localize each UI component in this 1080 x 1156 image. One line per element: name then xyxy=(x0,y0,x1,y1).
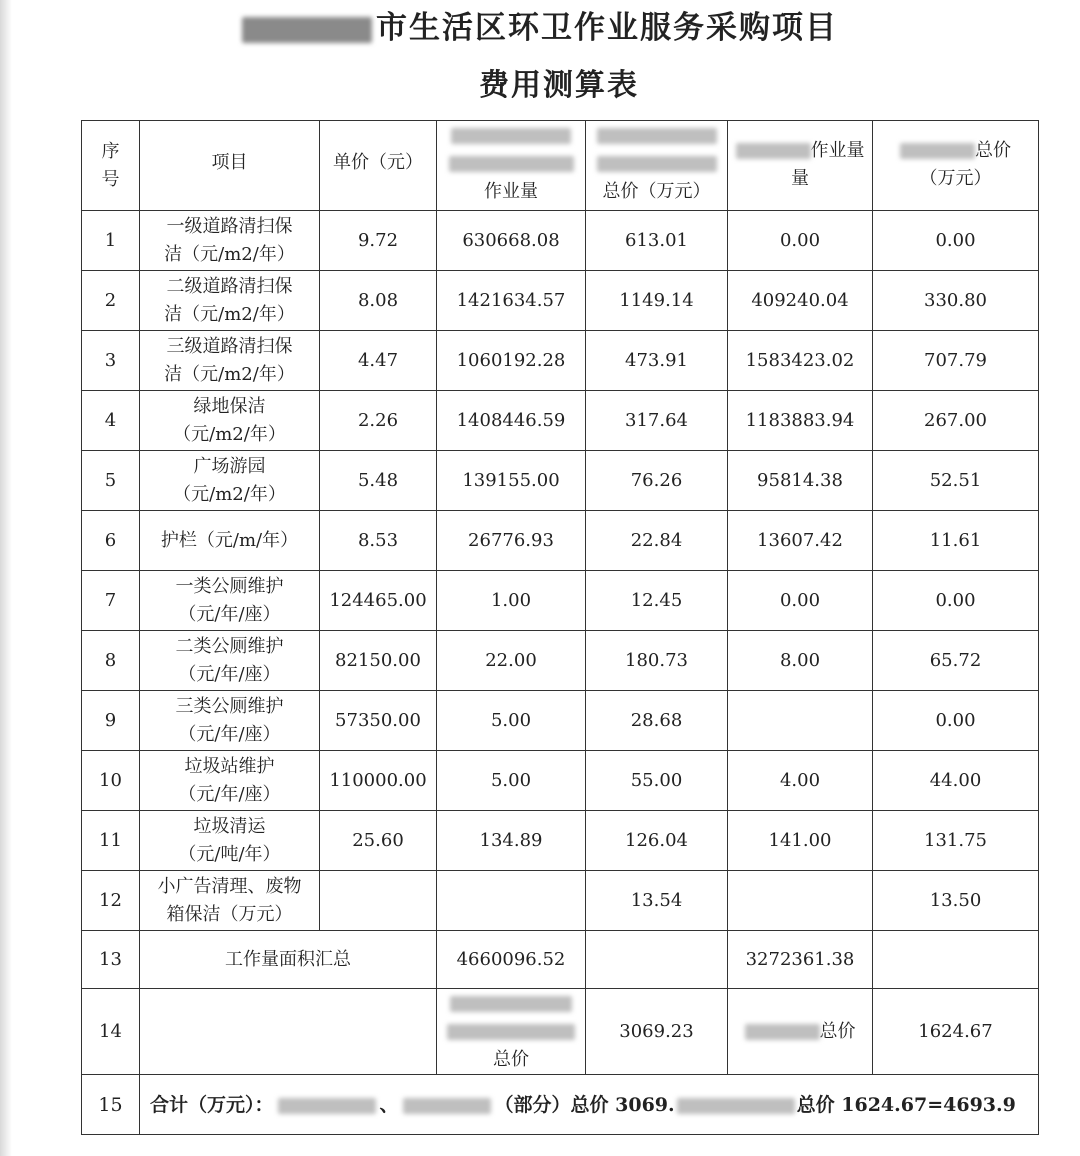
row-item-line2: （元/吨/年） xyxy=(178,843,281,865)
row-item-line1: 垃圾站维护 xyxy=(184,755,275,777)
row-qty-2 xyxy=(728,871,873,931)
table-row xyxy=(82,391,1039,451)
row-item xyxy=(140,271,320,331)
row-number: 8 xyxy=(82,631,140,691)
row-total-2: 330.80 xyxy=(873,271,1039,331)
row-total-2: 0.00 xyxy=(873,211,1039,271)
row-number: 10 xyxy=(82,751,140,811)
grand-total-row xyxy=(82,1075,1039,1135)
row-item xyxy=(140,691,320,751)
row-item-line1: 二类公厕维护 xyxy=(175,635,284,657)
row-total-1: 28.68 xyxy=(586,691,728,751)
row-unit-price: 57350.00 xyxy=(320,691,437,751)
row-unit-price: 124465.00 xyxy=(320,571,437,631)
row-item-line1: 绿地保洁 xyxy=(193,395,266,417)
row-item xyxy=(140,331,320,391)
row-number: 14 xyxy=(82,989,140,1075)
row-total-2: 65.72 xyxy=(873,631,1039,691)
table-row xyxy=(82,571,1039,631)
row-total-2: 131.75 xyxy=(873,811,1039,871)
row-total-2: 52.51 xyxy=(873,451,1039,511)
row-qty-1: 1421634.57 xyxy=(437,271,586,331)
row-qty-1: 5.00 xyxy=(437,691,586,751)
row-item-line2: 洁（元/m2/年） xyxy=(164,303,295,325)
summary-label: 工作量面积汇总 xyxy=(140,931,437,989)
table-row xyxy=(82,691,1039,751)
header-qty-2: 作业量 量 xyxy=(728,121,873,211)
row-qty-1 xyxy=(437,871,586,931)
row-qty-1: 139155.00 xyxy=(437,451,586,511)
row-number: 3 xyxy=(82,331,140,391)
document-subtitle: 费用测算表 xyxy=(479,68,639,103)
row-item xyxy=(140,211,320,271)
table-row xyxy=(82,751,1039,811)
row-total-2: 0.00 xyxy=(873,691,1039,751)
total-price-row xyxy=(82,989,1039,1075)
row-total-1: 55.00 xyxy=(586,751,728,811)
row-number: 1 xyxy=(82,211,140,271)
row-unit-price: 82150.00 xyxy=(320,631,437,691)
row-total-1: 126.04 xyxy=(586,811,728,871)
header-item: 项目 xyxy=(140,121,320,211)
table-row xyxy=(82,811,1039,871)
row-unit-price: 25.60 xyxy=(320,811,437,871)
cost-estimate-table xyxy=(81,120,1039,1135)
row-item-line1: 护栏（元/m/年） xyxy=(160,529,299,551)
table-row xyxy=(82,331,1039,391)
row-total-2: 267.00 xyxy=(873,391,1039,451)
row-item-line1: 广场游园 xyxy=(193,455,266,477)
total-label-1: 总价 xyxy=(437,989,586,1075)
row-number: 15 xyxy=(82,1075,140,1135)
row-item-line2: （元/m2/年） xyxy=(173,423,286,445)
row-qty-2: 0.00 xyxy=(728,211,873,271)
row-unit-price: 110000.00 xyxy=(320,751,437,811)
row-item-line1: 三级道路清扫保 xyxy=(166,335,293,357)
header-qty-1: 作业量 xyxy=(437,121,586,211)
summary-row xyxy=(82,931,1039,989)
row-item xyxy=(140,391,320,451)
row-unit-price: 4.47 xyxy=(320,331,437,391)
row-total-1: 22.84 xyxy=(586,511,728,571)
row-unit-price: 8.08 xyxy=(320,271,437,331)
row-qty-2: 1583423.02 xyxy=(728,331,873,391)
row-number: 4 xyxy=(82,391,140,451)
row-qty-2 xyxy=(728,691,873,751)
row-total-1: 613.01 xyxy=(586,211,728,271)
row-qty-2: 13607.42 xyxy=(728,511,873,571)
row-qty-1: 630668.08 xyxy=(437,211,586,271)
row-item-line1: 小广告清理、废物 xyxy=(157,875,302,897)
row-item-line2: 箱保洁（万元） xyxy=(166,903,293,925)
row-item xyxy=(140,871,320,931)
table-row xyxy=(82,631,1039,691)
row-total-1: 12.45 xyxy=(586,571,728,631)
row-unit-price xyxy=(320,871,437,931)
row-qty-1: 26776.93 xyxy=(437,511,586,571)
row-item xyxy=(140,451,320,511)
row-total-1: 317.64 xyxy=(586,391,728,451)
row-number: 5 xyxy=(82,451,140,511)
row-item-line2: 洁（元/m2/年） xyxy=(164,363,295,385)
table-row xyxy=(82,871,1039,931)
row-item xyxy=(140,631,320,691)
row-total-1: 76.26 xyxy=(586,451,728,511)
row-item-line2: （元/年/座） xyxy=(178,783,281,805)
row-item-line1: 三类公厕维护 xyxy=(175,695,284,717)
row-unit-price: 9.72 xyxy=(320,211,437,271)
row-number: 13 xyxy=(82,931,140,989)
row-item-line2: 洁（元/m2/年） xyxy=(164,243,295,265)
table-row xyxy=(82,451,1039,511)
row-item-line2: （元/m2/年） xyxy=(173,483,286,505)
summary-empty xyxy=(586,931,728,989)
row-item-line1: 一类公厕维护 xyxy=(175,575,284,597)
row-qty-1: 1060192.28 xyxy=(437,331,586,391)
summary-qty-1: 4660096.52 xyxy=(437,931,586,989)
row-total-2: 0.00 xyxy=(873,571,1039,631)
row-total-2: 707.79 xyxy=(873,331,1039,391)
row-number: 2 xyxy=(82,271,140,331)
row-item xyxy=(140,511,320,571)
row-item xyxy=(140,751,320,811)
row-item-line2: （元/年/座） xyxy=(178,663,281,685)
header-unit-price: 单价（元） xyxy=(320,121,437,211)
row-qty-2: 1183883.94 xyxy=(728,391,873,451)
summary-qty-2: 3272361.38 xyxy=(728,931,873,989)
row-qty-2: 409240.04 xyxy=(728,271,873,331)
row-item-line1: 垃圾清运 xyxy=(193,815,266,837)
row-qty-2: 4.00 xyxy=(728,751,873,811)
row-item-line2: （元/年/座） xyxy=(178,603,281,625)
document-title: 市生活区环卫作业服务采购项目 xyxy=(0,2,1080,47)
row-item xyxy=(140,571,320,631)
total-value-2: 1624.67 xyxy=(873,989,1039,1075)
header-total-1: 总价（万元） xyxy=(586,121,728,211)
row-item xyxy=(140,811,320,871)
row-qty-1: 5.00 xyxy=(437,751,586,811)
row-qty-2: 95814.38 xyxy=(728,451,873,511)
row-item-line2: （元/年/座） xyxy=(178,723,281,745)
row-total-1: 180.73 xyxy=(586,631,728,691)
row-item-line1: 一级道路清扫保 xyxy=(166,215,293,237)
row-total-2: 44.00 xyxy=(873,751,1039,811)
row-total-2: 13.50 xyxy=(873,871,1039,931)
header-seq: 序号 xyxy=(82,121,140,211)
total-empty xyxy=(140,989,437,1075)
row-qty-1: 134.89 xyxy=(437,811,586,871)
row-unit-price: 2.26 xyxy=(320,391,437,451)
header-total-2: 总价 （万元） xyxy=(873,121,1039,211)
total-value-1: 3069.23 xyxy=(586,989,728,1075)
summary-empty xyxy=(873,931,1039,989)
page-shadow xyxy=(0,0,12,1156)
row-qty-1: 22.00 xyxy=(437,631,586,691)
row-number: 6 xyxy=(82,511,140,571)
table-row xyxy=(82,271,1039,331)
row-total-1: 473.91 xyxy=(586,331,728,391)
table-row xyxy=(82,211,1039,271)
redacted-text xyxy=(242,17,372,43)
row-qty-1: 1.00 xyxy=(437,571,586,631)
grand-total-text: 合计（万元）： 、 （部分）总价 3069. 总价 1624.67=4693.9 xyxy=(140,1075,1039,1135)
row-qty-2: 8.00 xyxy=(728,631,873,691)
row-item-line1: 二级道路清扫保 xyxy=(166,275,293,297)
row-number: 11 xyxy=(82,811,140,871)
row-qty-1: 1408446.59 xyxy=(437,391,586,451)
header-row xyxy=(82,121,1039,211)
row-total-1: 13.54 xyxy=(586,871,728,931)
row-total-1: 1149.14 xyxy=(586,271,728,331)
row-number: 9 xyxy=(82,691,140,751)
row-qty-2: 141.00 xyxy=(728,811,873,871)
row-unit-price: 8.53 xyxy=(320,511,437,571)
row-number: 7 xyxy=(82,571,140,631)
total-label-2: 总价 xyxy=(728,989,873,1075)
row-total-2: 11.61 xyxy=(873,511,1039,571)
row-number: 12 xyxy=(82,871,140,931)
row-unit-price: 5.48 xyxy=(320,451,437,511)
row-qty-2: 0.00 xyxy=(728,571,873,631)
table-row xyxy=(82,511,1039,571)
